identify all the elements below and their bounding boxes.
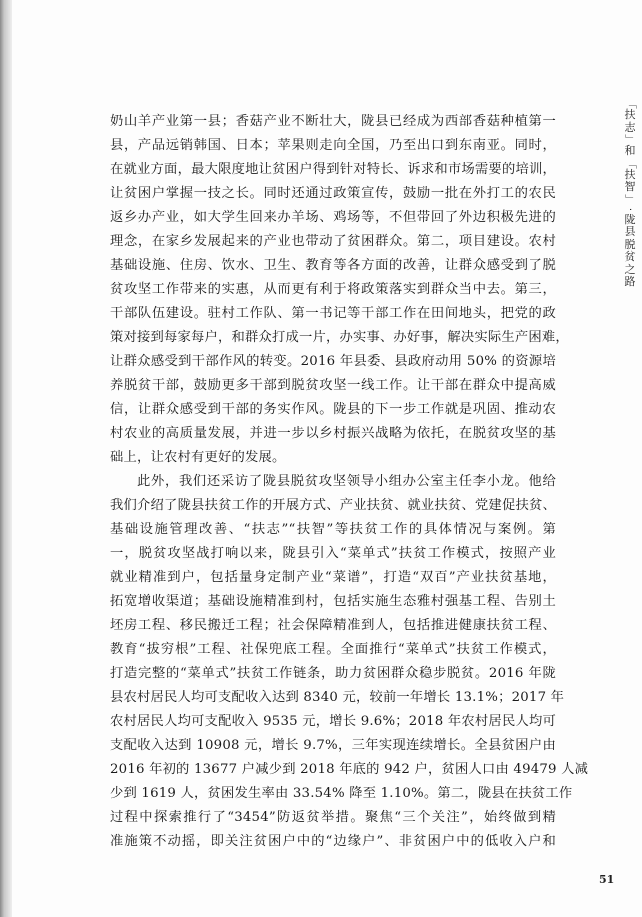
paragraph-1	[110, 110, 569, 470]
text-line: 信，让群众感受到干部的务实作风。陇县的下一步工作就是巩固、推动农	[110, 402, 556, 417]
running-header-char: 脱	[624, 237, 636, 251]
text-line: 就业精准到户，包括量身定制产业“菜谱”，打造“双百”产业扶贫基地，	[110, 570, 556, 585]
text-line: 让群众感受到干部作风的转变。2016 年县委、县政府动用 50% 的资源培	[110, 354, 556, 369]
running-header-char: 贫	[624, 250, 636, 263]
text-line: 基础设施、住房、饮水、卫生、教育等各方面的改善，让群众感受到了脱	[110, 258, 556, 273]
text-line: 县，产品远销韩国、日本；苹果则走向全国，乃至出口到东南亚。同时，	[110, 138, 556, 153]
text-line: 返乡办产业，如大学生回来办羊场、鸡场等，不但带回了外边积极先进的	[110, 210, 556, 225]
text-line: 村农业的高质量发展，并进一步以乡村振兴战略为依托，在脱贫攻坚的基	[110, 426, 556, 441]
text-line: 坯房工程、移民搬迁工程；社会保障精准到人，包括推进健康扶贫工程、	[110, 618, 556, 633]
running-header-char: 」	[623, 193, 637, 205]
text-line: 奶山羊产业第一县；香菇产业不断壮大，陇县已经成为西部香菇种植第一	[110, 114, 556, 129]
text-line: 教育“拔穷根”工程、社保兜底工程。全面推行“菜单式”扶贫工作模式，	[110, 642, 556, 657]
running-header-char: 路	[624, 275, 636, 288]
text-line: 基础设施管理改善、“扶志”“扶智”等扶贫工作的具体情况与案例。第	[110, 522, 556, 537]
text-line: 少到 1619 人，贫困发生率由 33.54% 降至 1.10%。第二，陇县在扶贫工作	[110, 786, 573, 801]
text-line: 让贫困户掌握一技之长。同时还通过政策宣传，鼓励一批在外打工的农民	[110, 186, 556, 201]
running-header-char: 陇	[624, 212, 636, 226]
running-header-char: 「	[623, 157, 637, 169]
running-header-char: 县	[624, 225, 636, 238]
running-header-vertical	[618, 94, 642, 288]
text-line: 策对接到每家每户，和群众打成一片，办实事、办好事，解决实际生产困难，	[110, 330, 569, 345]
text-line: 础上，让农村有更好的发展。	[110, 450, 286, 465]
text-line: 我们介绍了陇县扶贫工作的开展方式、产业扶贫、就业扶贫、党建促扶贫、	[110, 498, 556, 513]
text-line: 农村居民人均可支配收入 9535 元，增长 9.6%；2018 年农村居民人均可	[110, 714, 556, 729]
page-number: 51	[599, 873, 615, 886]
text-line: 拓宽增收渠道；基础设施精准到村，包括实施生态雅村强基工程、告别土	[110, 594, 556, 609]
text-line: 在就业方面，最大限度地让贫困户得到针对特长、诉求和市场需要的培训，	[110, 162, 556, 177]
running-header-char: 」	[623, 134, 637, 145]
text-line: 准施策不动摇，即关注贫困户中的“边缘户”、非贫困户中的低收入户和	[110, 834, 556, 849]
book-spine-shadow	[0, 0, 12, 917]
text-line: 过程中探索推行了“3454”防返贫举措。聚焦“三个关注”，始终做到精	[110, 810, 556, 825]
running-header-char: ·	[624, 207, 636, 211]
text-line: 一，脱贫攻坚战打响以来，陇县引入“菜单式”扶贫工作模式，按照产业	[110, 546, 556, 561]
text-line: 2016 年初的 13677 户减少到 2018 年底的 942 户，贫困人口由 49479 人减	[110, 762, 589, 777]
text-line: 养脱贫干部，鼓励更多干部到脱贫攻坚一线工作。让干部在群众中提高威	[110, 378, 556, 393]
text-line: 打造完整的“菜单式”扶贫工作链条，助力贫困群众稳步脱贫。2016 年陇	[110, 666, 556, 681]
text-line: 县农村居民人均可支配收入达到 8340 元，较前一年增长 13.1%；2017 年	[110, 690, 565, 705]
text-line: 此外，我们还采访了陇县脱贫攻坚领导小组办公室主任李小龙。他给	[137, 474, 556, 489]
text-line: 贫攻坚工作带来的实惠，从而更有利于将政策落实到群众当中去。第三，	[110, 282, 556, 297]
paragraph-2	[110, 470, 589, 854]
running-header-char: 智	[624, 180, 636, 193]
running-header-char: 之	[624, 262, 636, 276]
running-header-char: 「	[623, 98, 637, 109]
text-line: 干部队伍建设。驻村工作队、第一书记等干部工作在田间地头，把党的政	[110, 306, 556, 321]
text-line: 支配收入达到 10908 元，增长 9.7%，三年实现连续增长。全县贫困户由	[110, 738, 556, 753]
body-text	[110, 110, 589, 854]
running-header-char: 和	[624, 144, 636, 157]
running-header-char: 志	[624, 120, 636, 134]
running-header-char: 扶	[624, 108, 636, 121]
running-header-char: 扶	[624, 167, 636, 181]
text-line: 理念，在家乡发展起来的产业也带动了贫困群众。第二，项目建设。农村	[110, 234, 556, 249]
